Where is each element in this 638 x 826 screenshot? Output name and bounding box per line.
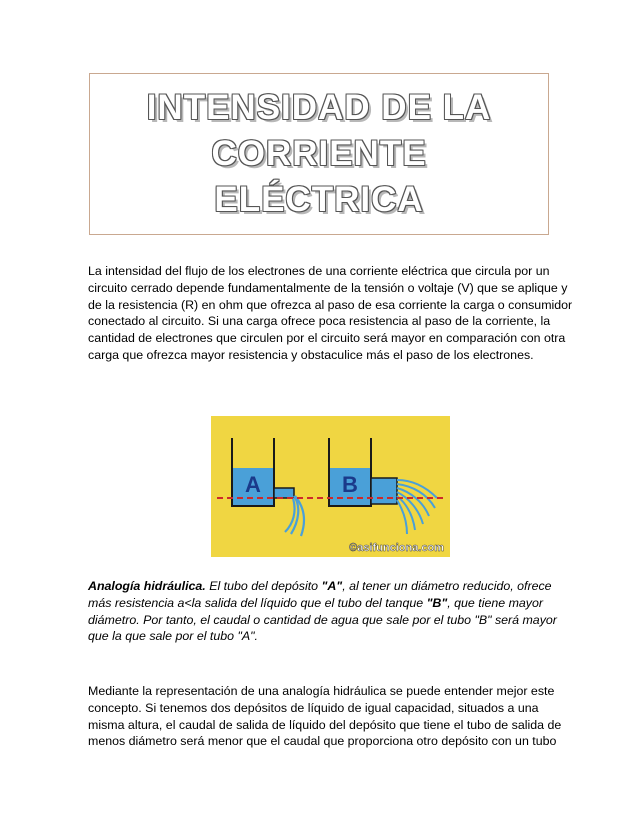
explanation-paragraph: Mediante la representación de una analogía hidráulica se puede entender mejor este concepto. Si tenemos dos depósitos de líquido de igual capacidad, situados a una misma altura, el caudal de salida de líquido del depósito que tiene el tubo de salida de menos diámetro será menor que el caudal que proporciona otro depósito con un tubo xyxy=(88,684,562,749)
title-line-1: INTENSIDAD DE LA xyxy=(146,88,492,127)
tank-a-pipe xyxy=(274,488,294,498)
hydraulic-analogy-figure xyxy=(211,416,450,557)
analogy-lead: Analogía hidráulica. xyxy=(88,579,206,593)
tank-b-pipe xyxy=(371,478,397,504)
label-b: B xyxy=(342,472,358,497)
title-line-2: CORRIENTE xyxy=(211,134,427,173)
label-a: A xyxy=(245,472,261,497)
intro-paragraph: La intensidad del flujo de los electrones de una corriente eléctrica que circula por un circuito cerrado depende fundamentalmente de la tensión o voltaje (V) que se aplique y de la resistencia (R) en ohm que ofrezca al paso de esa corriente la carga o consumidor conectado al circuito. Si una carga ofrece poca resistencia al paso de la corriente, la cantidad de electrones que circulen por el circuito será mayor en comparación con otra carga que ofrezca mayor resistencia y obstaculice más el paso de los electrones. xyxy=(88,264,573,362)
watermark-text: ©asifunciona.com xyxy=(349,542,444,554)
title-line-3: ELÉCTRICA xyxy=(214,180,424,219)
title-box xyxy=(89,73,549,235)
analogy-part-1: El tubo del depósito xyxy=(205,579,322,593)
analogy-quote-a: "A" xyxy=(321,579,343,593)
analogy-paragraph xyxy=(88,578,576,645)
analogy-quote-b: "B" xyxy=(426,595,448,610)
analogy-part-3: , que tiene mayor diámetro. Por tanto, el caudal o cantidad de agua que sale por el tubo "B" será mayor que la que sale por el tubo "A". xyxy=(88,595,557,644)
analogy-part-2: , al tener un diámetro reducido, ofrece más resistencia a<la salida del líquido que el tubo del tanque xyxy=(88,579,552,610)
